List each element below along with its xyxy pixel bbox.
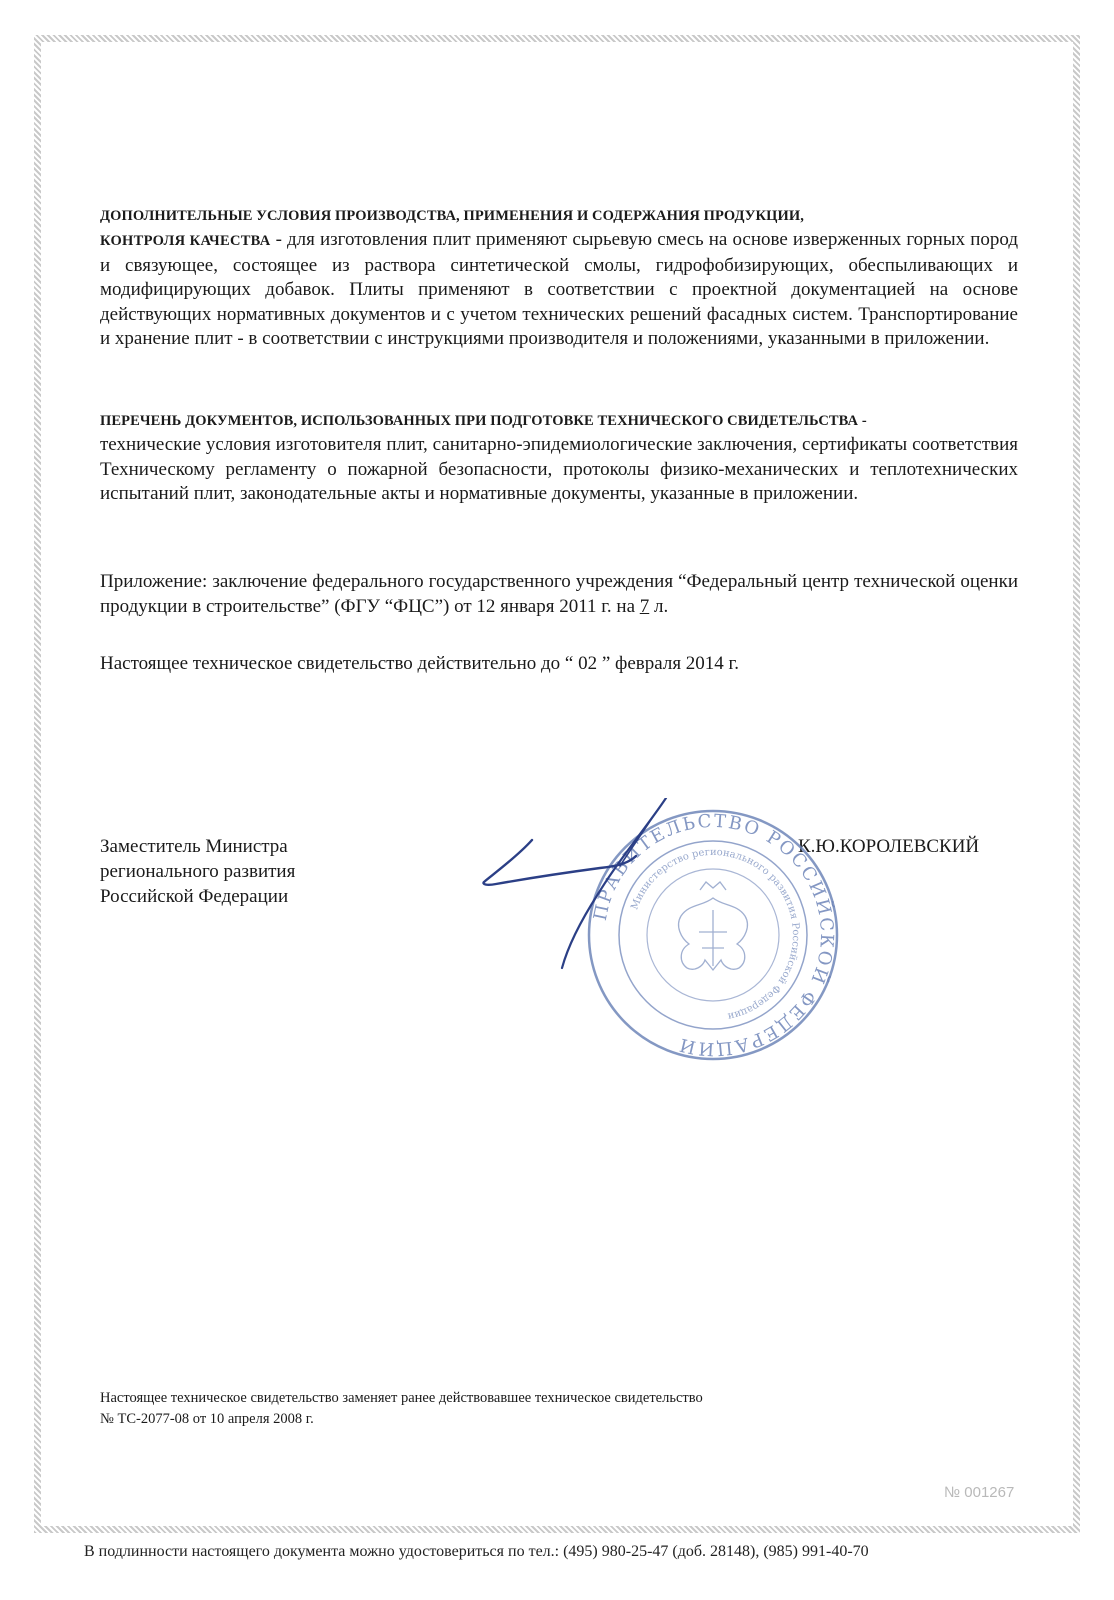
section-lead: КОНТРОЛЯ КАЧЕСТВА bbox=[100, 233, 271, 249]
section-heading: ПЕРЕЧЕНЬ ДОКУМЕНТОВ, ИСПОЛЬЗОВАННЫХ ПРИ ПОДГОТОВКЕ ТЕХНИЧЕСКОГО СВИДЕТЕЛЬСТВА - bbox=[100, 413, 867, 429]
svg-text:Министерство регионального раз: Министерство регионального развития Российской Федерации bbox=[629, 846, 802, 1022]
verification-contacts: В подлинности настоящего документа можно удостовериться по тел.: (495) 980-25-47 (доб. 28148), (985) 991-40-70 bbox=[84, 1543, 869, 1560]
appendix-text: Приложение: заключение федерального государственного учреждения “Федеральный центр технической оценки продукции в строительстве” (ФГУ “ФЦС”) от 12 января 2011 г. на bbox=[100, 571, 1018, 617]
section-heading: ДОПОЛНИТЕЛЬНЫЕ УСЛОВИЯ ПРОИЗВОДСТВА, ПРИМЕНЕНИЯ И СОДЕРЖАНИЯ ПРОДУКЦИИ, bbox=[100, 208, 805, 224]
section-documents-list bbox=[100, 409, 1018, 507]
signer-line: регионального развития bbox=[100, 861, 296, 882]
signature-icon bbox=[470, 798, 700, 978]
appendix-suffix: л. bbox=[649, 595, 669, 617]
appendix-paragraph bbox=[100, 570, 1018, 619]
replacement-note bbox=[100, 1388, 960, 1430]
validity-paragraph bbox=[100, 652, 1018, 677]
section-paragraph bbox=[100, 228, 1018, 352]
section-text: - для изготовления плит применяют сырьевую смесь на основе изверженных горных пород и связующее, состоящее из раствора синтетической смолы, гидрофобизирующих, обеспыливающих и модифицирующих добавок. Плиты применяют в соответствии с проектной документацией на основе действующих нормативных документов и с учетом технических решений фасадных систем. Транспортирование и хранение плит - в соответствии с инструкциями производителя и положениями, указанными в приложении. bbox=[100, 229, 1018, 349]
validity-text: Настоящее техническое свидетельство действительно до “ 02 ” февраля 2014 г. bbox=[100, 653, 739, 674]
serial-number: № 001267 bbox=[944, 1484, 1015, 1501]
replacement-note-line: Настоящее техническое свидетельство заменяет ранее действовавшее техническое свидетельство bbox=[100, 1390, 703, 1406]
appendix-pages: 7 bbox=[639, 595, 650, 617]
svg-text:ПРАВИТЕЛЬСТВО РОССИЙСКОЙ ФЕДЕР: ПРАВИТЕЛЬСТВО РОССИЙСКОЙ ФЕДЕРАЦИИ bbox=[589, 810, 838, 1060]
signer-line: Заместитель Министра bbox=[100, 836, 288, 857]
section-production-conditions bbox=[100, 204, 1018, 352]
section-paragraph: технические условия изготовителя плит, санитарно-эпидемиологические заключения, сертификаты соответствия Техническому регламенту о пожарной безопасности, протоколы физико-механических и теплотехнических испытаний плит, законодательные акты и нормативные документы, указанные в приложении. bbox=[100, 434, 1018, 504]
signer-line: Российской Федерации bbox=[100, 886, 289, 907]
signer-title bbox=[100, 834, 295, 909]
replacement-note-line: № ТС-2077-08 от 10 апреля 2008 г. bbox=[100, 1411, 314, 1427]
signer-name: К.Ю.КОРОЛЕВСКИЙ bbox=[798, 836, 980, 857]
